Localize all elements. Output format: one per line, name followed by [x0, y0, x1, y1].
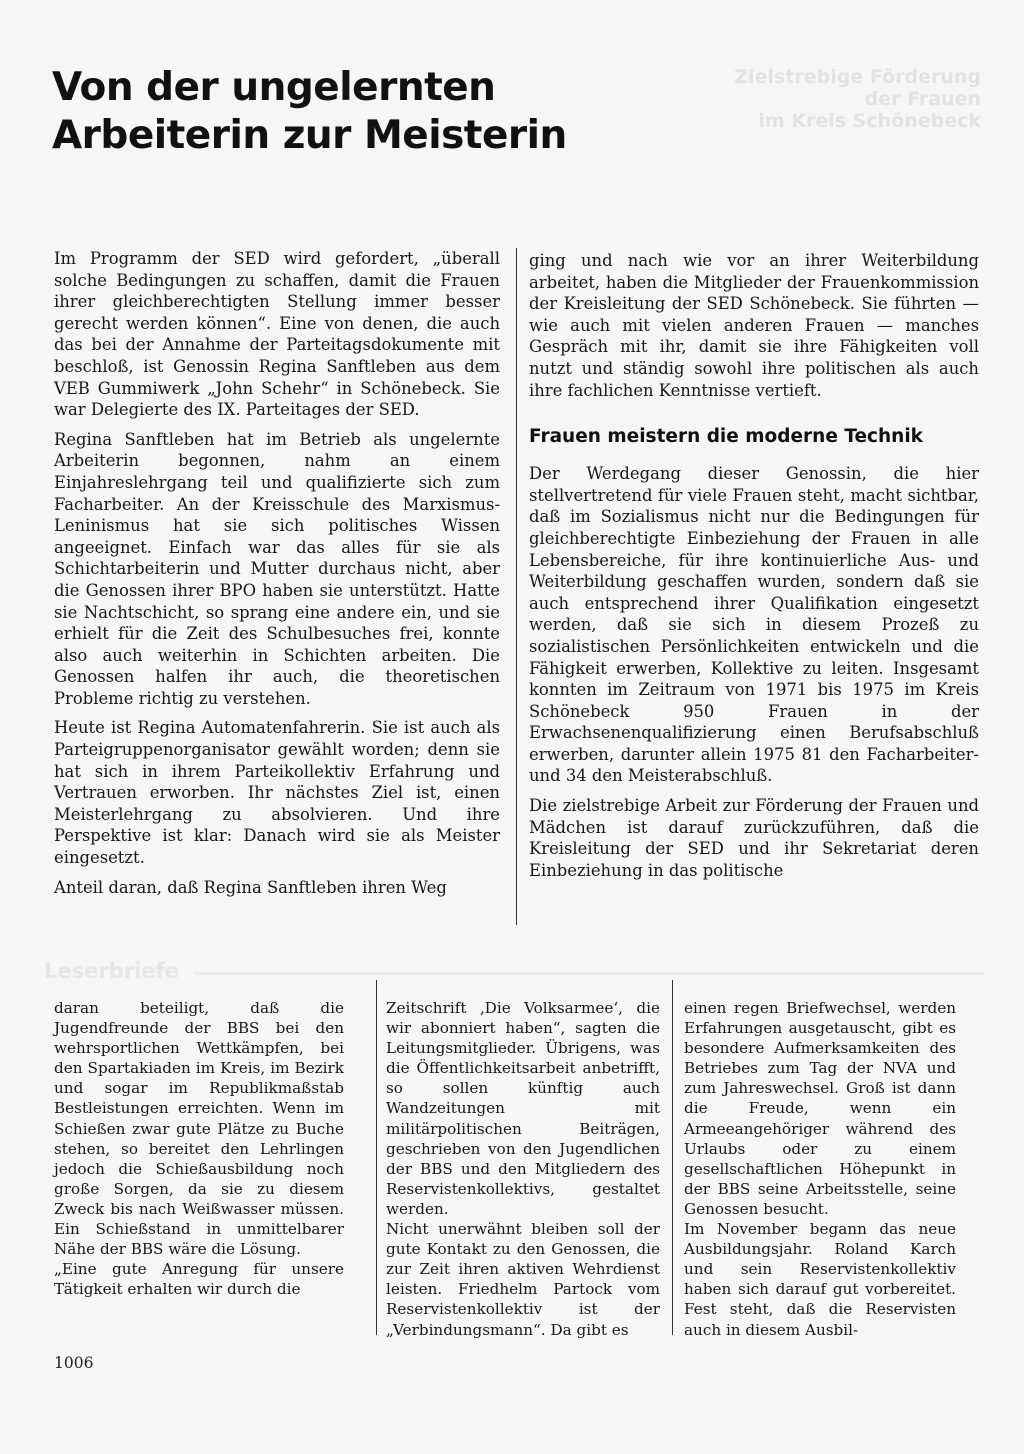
article-title-line-1: Von der ungelernten [52, 65, 496, 110]
article-left-column [54, 248, 500, 898]
article-paragraph: ging und nach wie vor an ihrer Weiterbildung arbeitet, haben die Mitglieder der Frauenkommission der Kreisleitung der SED Schönebeck. Sie führten — wie auch mit vielen anderen Frauen — manches Gespräch mit ihr, damit sie ihre Fähigkeiten voll nutzt und ständig sowohl ihre politischen als auch ihre fachlichen Kenntnisse vertieft. [529, 251, 979, 400]
article-paragraph: Heute ist Regina Automatenfahrerin. Sie ist auch als Parteigruppenorganisator gewählt worden; denn sie hat sich in ihrem Parteikollektiv Erfahrung und Vertrauen erworben. Ihr nächstes Ziel ist, einen Meisterlehrgang zu absolvieren. Und ihre Perspektive ist klar: Danach wird sie als Meister eingesetzt. [54, 718, 500, 868]
kicker-line-3: im Kreis Schönebeck [758, 110, 981, 132]
letters-column-2 [386, 998, 660, 1340]
letter-paragraph: einen regen Briefwechsel, werden Erfahrungen ausgetauscht, gibt es besondere Aufmerksamkeiten des Betriebes zum Tag der NVA und zum Jahreswechsel. Groß ist dann die Freude, wenn ein Armeeangehöriger während des Urlaubs oder zu einem gesellschaftlichen Höhepunkt in der BBS seine Arbeitsstelle, seine Genossen besucht. [684, 999, 956, 1218]
letters-section-label: Leserbriefe [44, 959, 179, 983]
letter-paragraph: Im November begann das neue Ausbildungsjahr. Roland Karch und sein Reservistenkollektiv haben sich darauf gut vorbereitet. Fest steht, daß die Reservisten auch in diesem Ausbil- [684, 1220, 956, 1339]
column-divider [672, 980, 673, 1335]
article-paragraph: Im Programm der SED wird gefordert, „überall solche Bedingungen zu schaffen, damit die Frauen ihrer gleichberechtigten Stellung immer besser gerecht werden können“. Eine von denen, die auch das bei der Annahme der Parteitagsdokumente mit beschloß, ist Genossin Regina Sanftleben aus dem VEB Gummiwerk „John Schehr“ in Schönebeck. Sie war Delegierte des IX. Parteitages der SED. [54, 249, 500, 420]
letters-section-header [44, 958, 984, 986]
letter-paragraph: daran beteiligt, daß die Jugendfreunde der BBS bei den wehrsportlichen Wettkämpfen, bei den Spartakiaden im Kreis, im Bezirk und sogar im Republikmaßstab Bestleistungen erreichten. Wenn im Schießen zwar gute Plätze zu Buche stehen, so bereitet den Lehrlingen jedoch die Schießausbildung noch große Sorgen, da sie zu diesem Zweck bis nach Weißwasser müssen. Ein Schießstand in unmittelbarer Nähe der BBS wäre die Lösung. [54, 999, 344, 1259]
article-paragraph: Die zielstrebige Arbeit zur Förderung der Frauen und Mädchen ist darauf zurückzuführen, daß die Kreisleitung der SED und ihr Sekretariat deren Einbeziehung in das politische [529, 796, 979, 880]
article-title-line-2: Arbeiterin zur Meisterin [52, 113, 567, 158]
article-title [52, 64, 612, 160]
column-divider [376, 980, 377, 1335]
section-subheading: Frauen meistern die moderne Technik [529, 426, 923, 448]
page-number: 1006 [54, 1354, 94, 1372]
kicker-line-2: der Frauen [864, 88, 981, 110]
section-rule [194, 972, 984, 975]
article-paragraph: Regina Sanftleben hat im Betrieb als ungelernte Arbeiterin begonnen, nahm an einem Einjahreslehrgang teil und qualifizierte sich zum Facharbeiter. An der Kreisschule des Marxismus-Leninismus hat sie sich politisches Wissen angeeignet. Einfach war das alles für sie als Schichtarbeiterin und Mutter durchaus nicht, aber die Genossen ihrer BPO haben sie unterstützt. Hatte sie Nachtschicht, so sprang eine andere ein, und sie erhielt für die Zeit des Schulbesuches frei, konnte also auch weiterhin in Schichten arbeiten. Die Genossen halfen ihr auch, die theoretischen Probleme richtig zu verstehen. [54, 429, 500, 708]
kicker-line-1: Zielstrebige Förderung [734, 66, 981, 88]
letters-column-1 [54, 998, 344, 1299]
article-kicker [676, 66, 981, 132]
article-paragraph: Anteil daran, daß Regina Sanftleben ihren Weg [54, 877, 447, 897]
column-divider [516, 248, 517, 925]
letter-paragraph: „Eine gute Anregung für unsere Tätigkeit erhalten wir durch die [54, 1260, 344, 1299]
article-right-column [529, 250, 979, 881]
letter-paragraph: Nicht unerwähnt bleiben soll der gute Kontakt zu den Genossen, die zur Zeit ihren aktiven Wehrdienst leisten. Friedhelm Partock vom Reservistenkollektiv ist der „Verbindungsmann“. Da gibt es [386, 1220, 660, 1339]
article-paragraph: Der Werdegang dieser Genossin, die hier stellvertretend für viele Frauen steht, macht sichtbar, daß im Sozialismus nicht nur die Bedingungen für gleichberechtigte Einbeziehung der Frauen in alle Lebensbereiche, für ihre kontinuierliche Aus- und Weiterbildung geschaffen wurden, sondern daß sie auch entsprechend ihrer Qualifikation eingesetzt werden, daß sie sich in diesem Prozeß zu sozialistischen Persönlichkeiten entwickeln und die Fähigkeit erwerben, Kollektive zu leiten. Insgesamt konnten im Zeitraum von 1971 bis 1975 im Kreis Schönebeck 950 Frauen in der Erwachsenenqualifizierung einen Berufsabschluß erwerben, darunter allein 1975 81 den Facharbeiter- und 34 den Meisterabschluß. [529, 464, 979, 786]
letter-paragraph: Zeitschrift ‚Die Volksarmee‘, die wir abonniert haben“, sagten die Leitungsmitglieder. Übrigens, was die Öffentlichkeitsarbeit anbetrifft, so sollen künftig auch Wandzeitungen mit militärpolitischen Beiträgen, geschrieben von den Jugendlichen der BBS und den Mitgliedern des Reservistenkollektivs, gestaltet werden. [386, 999, 660, 1218]
letters-column-3 [684, 998, 956, 1340]
